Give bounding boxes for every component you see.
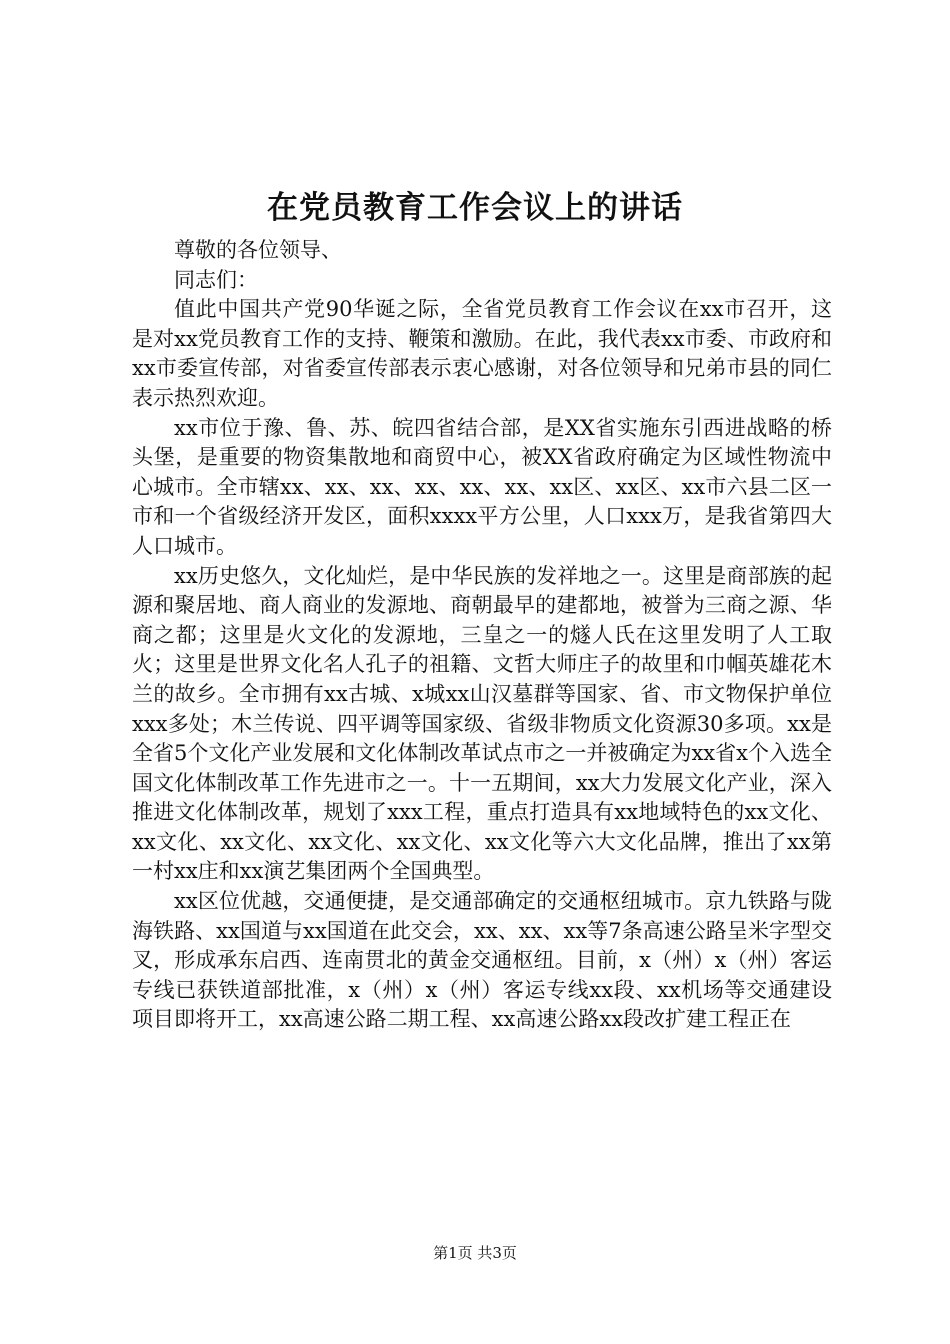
page-title: 在党员教育工作会议上的讲话 — [267, 190, 683, 226]
body-paragraph: xx市位于豫、鲁、苏、皖四省结合部，是XX省实施东引西进战略的桥头堡，是重要的物资集散地和商贸中心，被XX省政府确定为区域性物流中心城市。全市辖xx、xx、xx、xx、xx、xx、xx区、xx区、xx市六县二区一市和一个省级经济开发区，面积xxxx平方公里，人口xxx万，是我省第四大人口城市。 — [132, 415, 832, 558]
salutation-line: 尊敬的各位领导、 — [174, 238, 342, 262]
body-paragraph: xx区位优越，交通便捷，是交通部确定的交通枢纽城市。京九铁路与陇海铁路、xx国道与xx国道在此交会，xx、xx、xx等7条高速公路呈米字型交叉，形成承东启西、连南贯北的黄金交通枢纽。目前，x（州）x（州）客运专线已获铁道部批准，x（州）x（州）客运专线xx段、xx机场等交通建设项目即将开工，xx高速公路二期工程、xx高速公路xx段改扩建工程正在 — [132, 889, 832, 1032]
salutation-line: 同志们： — [174, 267, 258, 292]
body-paragraph: xx历史悠久，文化灿烂，是中华民族的发祥地之一。这里是商部族的起源和聚居地、商人商业的发源地、商朝最早的建都地，被誉为三商之源、华商之都；这里是火文化的发源地，三皇之一的燧人氏在这里发明了人工取火；这里是世界文化名人孔子的祖籍、文哲大师庄子的故里和巾帼英雄花木兰的故乡。全市拥有xx古城、x城xx山汉墓群等国家、省、市文物保护单位xxx多处；木兰传说、四平调等国家级、省级非物质文化资源30多项。xx是全省5个文化产业发展和文化体制改革试点市之一并被确定为xx省x个入选全国文化体制改革工作先进市之一。十一五期间，xx大力发展文化产业，深入推进文化体制改革，规划了xxx工程，重点打造具有xx地域特色的xx文化、xx文化、xx文化、xx文化、xx文化、xx文化等六大文化品牌，推出了xx第一村xx庄和xx演艺集团两个全国典型。 — [132, 563, 832, 884]
document-body — [132, 236, 832, 1035]
body-paragraph: 值此中国共产党90华诞之际，全省党员教育工作会议在xx市召开，这是对xx党员教育工作的支持、鞭策和激励。在此，我代表xx市委、市政府和xx市委宣传部，对省委宣传部表示衷心感谢，对各位领导和兄弟市县的同仁表示热烈欢迎。 — [132, 297, 832, 410]
page-number-footer: 第1页 共3页 — [433, 1244, 517, 1262]
